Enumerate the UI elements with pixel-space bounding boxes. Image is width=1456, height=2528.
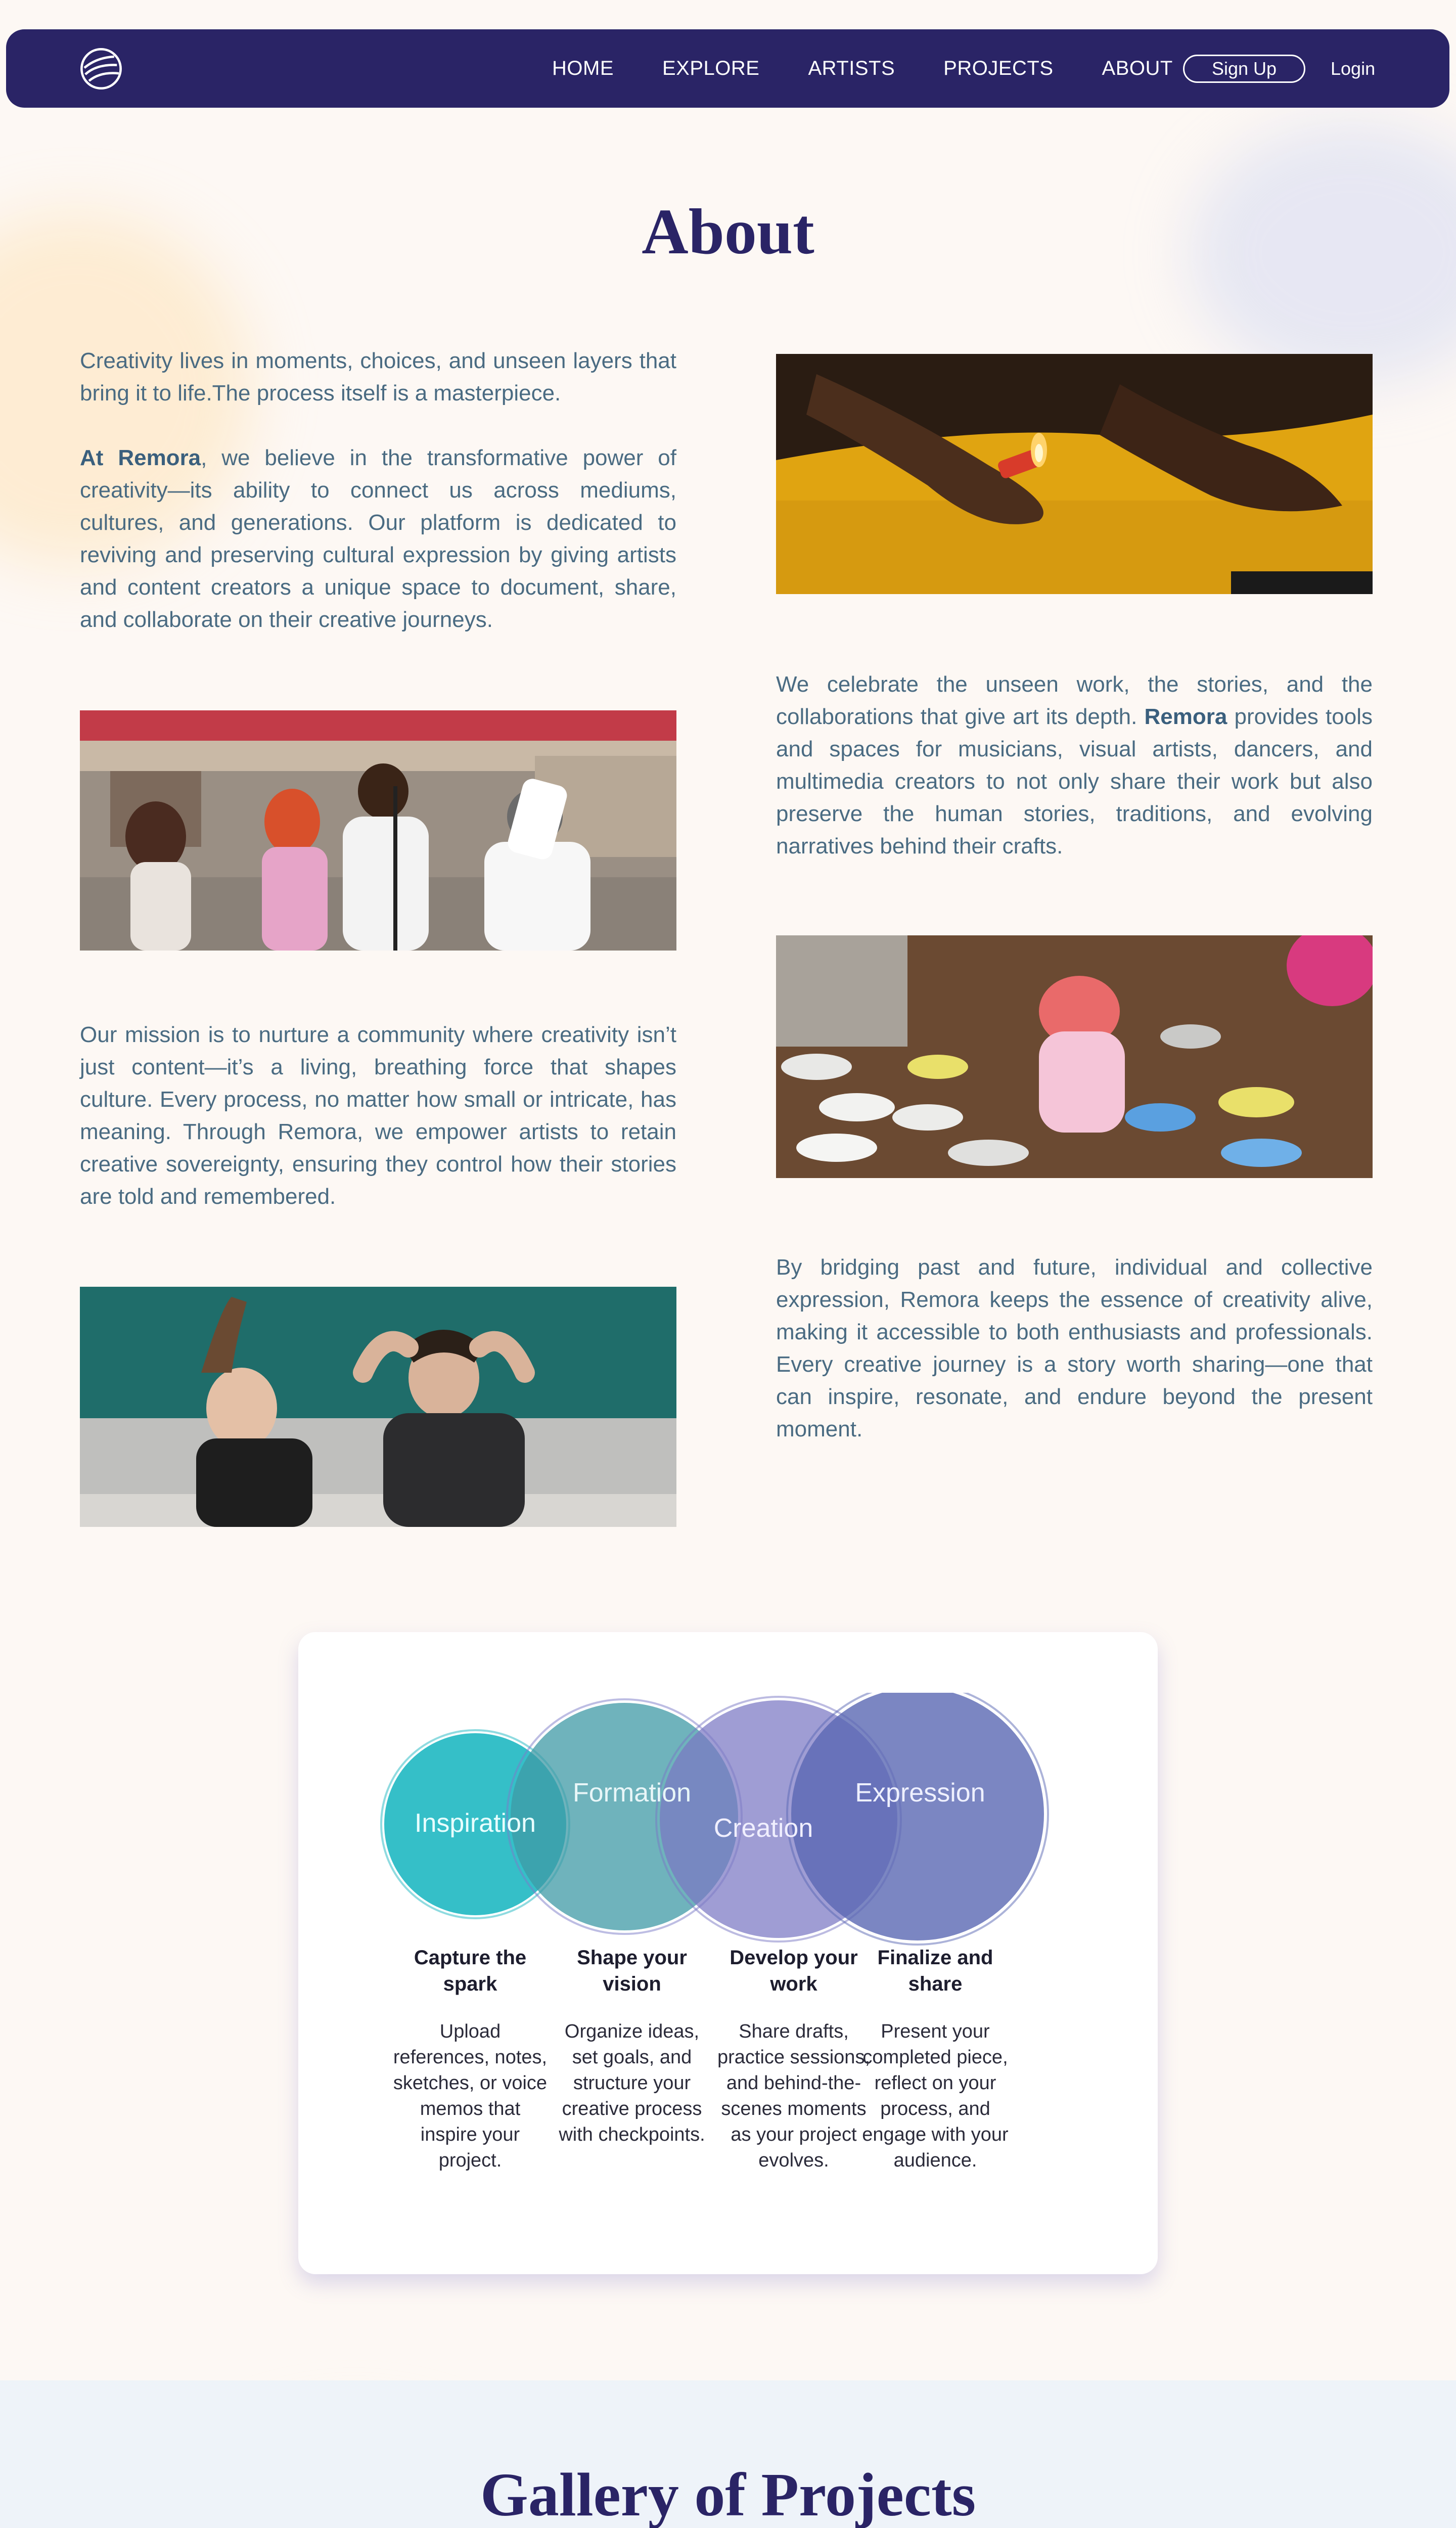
step-desc-finalize: Present your completed piece, reflect on your process, and engage with your audience.	[862, 2021, 1009, 2171]
remora-logo-icon[interactable]	[78, 46, 124, 92]
gallery-title: Gallery of Projects	[480, 2461, 976, 2528]
photo-street-performers	[80, 710, 676, 951]
nav-artists-link[interactable]: ARTISTS	[808, 57, 895, 79]
circle-label-formation: Formation	[572, 1778, 692, 1808]
photo-shoes-floor	[776, 935, 1373, 1178]
about-intro-text: Creativity lives in moments, choices, and unseen layers that bring it to life.The process itself is a masterpiece.	[80, 348, 676, 405]
about-belief-text	[80, 442, 676, 636]
brand-highlight: At Remora	[80, 445, 201, 470]
about-bridging-text: By bridging past and future, individual and collective expression, Remora keeps the essence of creativity alive, making it accessible to both enthusiasts and professionals. Every creative journey is a story worth sharing—one that can inspire, resonate, and endure beyond the present moment.	[776, 1255, 1373, 1441]
brand-highlight: Remora	[1144, 704, 1227, 729]
nav-projects-link[interactable]: PROJECTS	[943, 57, 1054, 79]
circle-label-inspiration: Inspiration	[415, 1809, 536, 1838]
step-desc-capture: Upload references, notes, sketches, or voice memos that inspire your project.	[393, 2021, 548, 2171]
creative-process-card	[298, 1632, 1158, 2274]
nav-links	[552, 29, 1221, 108]
process-venn-diagram	[379, 1693, 1077, 1956]
nav-home-link[interactable]: HOME	[552, 57, 614, 79]
nav-about-link[interactable]: ABOUT	[1102, 57, 1173, 79]
photo-lighting-candle	[776, 354, 1373, 594]
photo-waterfront-couple	[80, 1287, 676, 1527]
step-title-capture: Capture the spark	[414, 1947, 527, 1995]
top-navbar	[6, 29, 1449, 108]
circle-label-creation: Creation	[713, 1814, 813, 1843]
nav-explore-link[interactable]: EXPLORE	[662, 57, 760, 79]
signup-button[interactable]: Sign Up	[1183, 55, 1305, 83]
about-belief-rest: , we believe in the transformative power of creativity—its ability to connect us across mediums, cultures, and generations. Our platform is dedicated to reviving and preserving cultural expression by giving artists and content creators a unique space to document, share, and collaborate on their creative journeys.	[80, 445, 676, 632]
circle-label-expression: Expression	[855, 1778, 985, 1808]
about-title: About	[642, 196, 814, 267]
about-celebrate-text: We celebrate the unseen work, the stories, and the collaborations that give art its depth. Remora provides tools and spaces for musicians, visual artists, dancers, and multimedia creators to not only share their work but also preserve the human stories, traditions, and evolving narratives behind their crafts.	[776, 672, 1373, 859]
step-title-finalize: Finalize and share	[877, 1947, 993, 1995]
step-title-shape: Shape your vision	[577, 1947, 687, 1995]
about-mission-text: Our mission is to nurture a community where creativity isn’t just content—it’s a living, breathing force that shapes culture. Every process, no matter how small or intricate, has meaning. Through Remora, we empower artists to retain creative sovereignty, ensuring they control how their stories are told and remembered.	[80, 1022, 676, 1209]
login-link[interactable]: Login	[1331, 58, 1376, 79]
step-desc-shape: Organize ideas, set goals, and structure your creative process with checkpoints.	[559, 2021, 705, 2145]
step-desc-develop: Share drafts, practice sessions, and behind-the-scenes moments as your project evolves.	[717, 2021, 870, 2171]
step-title-develop: Develop your work	[730, 1947, 858, 1995]
